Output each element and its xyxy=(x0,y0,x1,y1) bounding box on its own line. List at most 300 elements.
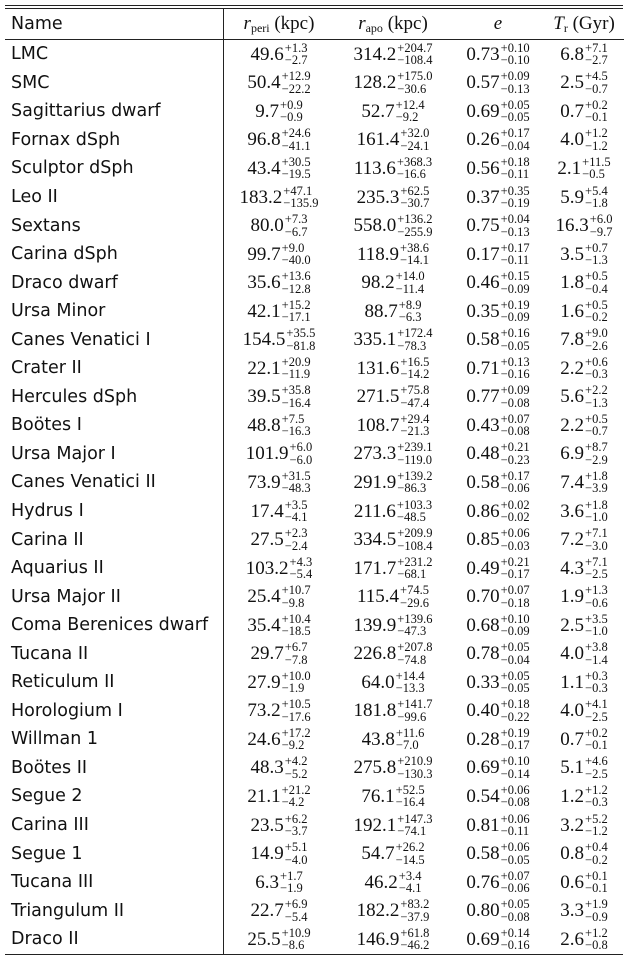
error-bounds xyxy=(501,584,530,609)
upper-error: +0.13 xyxy=(500,354,530,369)
table-row xyxy=(5,325,624,354)
lower-error: −37.9 xyxy=(400,909,430,924)
central-value: 1.1 xyxy=(560,671,585,693)
upper-error: +368.3 xyxy=(396,154,433,169)
upper-error: +11.6 xyxy=(395,725,425,740)
error-bounds xyxy=(397,327,432,352)
central-value: 2.1 xyxy=(557,157,582,179)
lower-error: −1.9 xyxy=(281,681,305,696)
lower-error: −81.8 xyxy=(286,338,316,353)
object-name: Triangulum II xyxy=(5,896,224,925)
upper-error: +10.5 xyxy=(281,697,311,712)
lower-error: −5.4 xyxy=(289,567,313,582)
r-peri-value xyxy=(224,754,335,783)
lower-error: −29.6 xyxy=(400,595,429,610)
lower-error: −2.5 xyxy=(585,709,608,724)
central-value: 43.4 xyxy=(247,157,281,179)
lower-error: −0.06 xyxy=(500,481,530,496)
table-row xyxy=(5,468,624,497)
lower-error: −0.3 xyxy=(585,367,608,382)
error-bounds xyxy=(397,613,432,638)
lower-error: −119.0 xyxy=(397,452,432,467)
upper-error: +7.1 xyxy=(585,526,608,541)
error-bounds xyxy=(286,327,315,352)
central-value: 0.85 xyxy=(466,529,500,551)
central-value: 25.4 xyxy=(247,586,281,608)
table-row xyxy=(5,497,624,526)
error-bounds xyxy=(282,413,311,438)
eccentricity-value xyxy=(452,440,544,469)
central-value: 3.2 xyxy=(560,814,585,836)
lower-error: −11.4 xyxy=(395,281,425,296)
object-name: Reticulum II xyxy=(5,668,224,697)
error-bounds xyxy=(501,127,530,152)
eccentricity-value xyxy=(452,896,544,925)
r-peri-value xyxy=(224,868,335,897)
eccentricity-value xyxy=(452,582,544,611)
upper-error: +0.1 xyxy=(585,868,608,883)
central-value: 14.9 xyxy=(250,843,284,865)
upper-error: +0.06 xyxy=(500,840,530,855)
table-row xyxy=(5,925,624,954)
central-value: 48.8 xyxy=(247,414,281,436)
lower-error: −4.2 xyxy=(281,795,305,810)
central-value: 211.6 xyxy=(353,500,396,522)
upper-error: +6.0 xyxy=(289,440,313,455)
error-bounds xyxy=(396,270,425,295)
upper-error: +9.0 xyxy=(585,326,608,341)
r-peri-value xyxy=(224,639,335,668)
error-bounds xyxy=(585,70,608,95)
r-apo-value xyxy=(334,697,452,726)
r-apo-value xyxy=(334,668,452,697)
upper-error: +8.7 xyxy=(585,440,608,455)
central-value: 1.2 xyxy=(560,785,585,807)
error-bounds xyxy=(501,242,530,267)
object-name: Tucana II xyxy=(5,639,224,668)
lower-error: −8.6 xyxy=(281,938,305,953)
central-value: 46.2 xyxy=(364,871,398,893)
upper-error: +0.6 xyxy=(585,354,608,369)
upper-error: +0.14 xyxy=(500,925,530,940)
table-row xyxy=(5,211,624,240)
lower-error: −21.3 xyxy=(400,424,430,439)
central-value: 0.56 xyxy=(466,157,500,179)
t-r-value xyxy=(544,240,624,269)
error-bounds xyxy=(283,185,318,210)
error-bounds xyxy=(285,42,308,67)
upper-error: +5.1 xyxy=(284,840,308,855)
t-r-value xyxy=(544,811,624,840)
eccentricity-value xyxy=(452,497,544,526)
central-value: 39.5 xyxy=(247,386,281,408)
object-name: Horologium I xyxy=(5,697,224,726)
central-value: 101.9 xyxy=(245,443,289,465)
t-r-value xyxy=(544,725,624,754)
error-bounds xyxy=(501,299,530,324)
upper-error: +0.17 xyxy=(500,468,530,483)
eccentricity-value xyxy=(452,154,544,183)
lower-error: −99.6 xyxy=(397,709,427,724)
t-r-value xyxy=(544,354,624,383)
upper-error: +3.5 xyxy=(284,497,308,512)
upper-error: +31.5 xyxy=(281,468,311,483)
lower-error: −9.7 xyxy=(589,224,613,239)
upper-error: +0.05 xyxy=(500,640,530,655)
lower-error: −2.5 xyxy=(585,567,608,582)
upper-error: +0.17 xyxy=(500,240,530,255)
lower-error: −2.4 xyxy=(284,538,308,553)
upper-error: +0.21 xyxy=(500,554,530,569)
upper-error: +10.4 xyxy=(281,611,311,626)
upper-error: +1.3 xyxy=(284,40,308,55)
upper-error: +207.8 xyxy=(397,640,433,655)
upper-error: +0.18 xyxy=(500,697,530,712)
lower-error: −108.4 xyxy=(397,53,433,68)
central-value: 183.2 xyxy=(239,186,283,208)
central-value: 7.8 xyxy=(560,329,585,351)
error-bounds xyxy=(501,813,530,838)
lower-error: −18.5 xyxy=(281,624,311,639)
upper-error: +2.2 xyxy=(585,383,608,398)
object-name: Crater II xyxy=(5,354,224,383)
lower-error: −40.0 xyxy=(281,253,311,268)
error-bounds xyxy=(397,156,432,181)
error-bounds xyxy=(501,470,530,495)
error-bounds xyxy=(397,698,432,723)
lower-error: −1.3 xyxy=(585,253,608,268)
r-apo-value xyxy=(334,639,452,668)
central-value: 0.80 xyxy=(466,900,500,922)
error-bounds xyxy=(282,270,311,295)
central-value: 9.7 xyxy=(255,100,280,122)
lower-error: −0.13 xyxy=(500,224,530,239)
upper-error: +16.5 xyxy=(400,354,430,369)
central-value: 1.6 xyxy=(560,300,585,322)
table-row xyxy=(5,297,624,326)
lower-error: −0.05 xyxy=(500,681,530,696)
lower-error: −11.9 xyxy=(281,367,311,382)
central-value: 0.8 xyxy=(560,843,585,865)
central-value: 21.1 xyxy=(247,785,281,807)
t-r-value xyxy=(544,154,624,183)
central-value: 334.5 xyxy=(353,529,397,551)
t-r-value xyxy=(544,782,624,811)
central-value: 35.6 xyxy=(247,272,281,294)
central-value: 80.0 xyxy=(250,215,284,237)
lower-error: −24.1 xyxy=(400,138,430,153)
lower-error: −0.22 xyxy=(500,709,530,724)
eccentricity-value xyxy=(452,868,544,897)
r-peri-value xyxy=(224,126,335,155)
upper-error: +5.2 xyxy=(585,811,608,826)
error-bounds xyxy=(282,613,311,638)
r-peri-value xyxy=(224,440,335,469)
table-row xyxy=(5,554,624,583)
lower-error: −14.5 xyxy=(395,852,425,867)
header-eccentricity: e xyxy=(452,9,544,40)
eccentricity-value xyxy=(452,240,544,269)
central-value: 52.7 xyxy=(361,100,395,122)
r-apo-value xyxy=(334,725,452,754)
t-r-value xyxy=(544,525,624,554)
central-value: 73.9 xyxy=(247,471,281,493)
upper-error: +4.6 xyxy=(585,754,608,769)
error-bounds xyxy=(400,413,429,438)
lower-error: −6.3 xyxy=(398,310,422,325)
r-peri-value xyxy=(224,383,335,412)
lower-error: −74.1 xyxy=(397,824,427,839)
lower-error: −0.09 xyxy=(500,310,530,325)
lower-error: −17.1 xyxy=(281,310,311,325)
t-r-value xyxy=(544,754,624,783)
error-bounds xyxy=(501,927,530,952)
table-row xyxy=(5,126,624,155)
error-bounds xyxy=(397,641,432,666)
eccentricity-value xyxy=(452,325,544,354)
lower-error: −12.8 xyxy=(281,281,311,296)
upper-error: +4.5 xyxy=(585,69,608,84)
error-bounds xyxy=(396,784,425,809)
error-bounds xyxy=(501,870,530,895)
lower-error: −0.16 xyxy=(500,367,530,382)
error-bounds xyxy=(501,755,530,780)
table-row xyxy=(5,440,624,469)
eccentricity-value xyxy=(452,211,544,240)
upper-error: +7.5 xyxy=(281,411,305,426)
eccentricity-value xyxy=(452,697,544,726)
t-r-value xyxy=(544,697,624,726)
central-value: 0.17 xyxy=(466,243,500,265)
central-value: 335.1 xyxy=(353,329,397,351)
upper-error: +30.5 xyxy=(281,154,311,169)
error-bounds xyxy=(282,356,311,381)
lower-error: −0.02 xyxy=(500,510,530,525)
lower-error: −0.3 xyxy=(585,795,608,810)
lower-error: −0.9 xyxy=(585,909,608,924)
error-bounds xyxy=(501,784,530,809)
central-value: 3.5 xyxy=(560,243,585,265)
error-bounds xyxy=(285,898,308,923)
error-bounds xyxy=(282,584,311,609)
upper-error: +239.1 xyxy=(397,440,433,455)
upper-error: +0.06 xyxy=(500,526,530,541)
error-bounds xyxy=(400,584,429,609)
central-value: 4.0 xyxy=(560,129,585,151)
central-value: 76.1 xyxy=(361,785,395,807)
error-bounds xyxy=(285,527,308,552)
central-value: 5.6 xyxy=(560,386,585,408)
upper-error: +3.5 xyxy=(585,611,608,626)
lower-error: −0.08 xyxy=(500,395,530,410)
error-bounds xyxy=(400,384,429,409)
upper-error: +13.6 xyxy=(281,269,311,284)
lower-error: −9.2 xyxy=(281,738,305,753)
r-peri-value xyxy=(224,40,335,69)
upper-error: +10.0 xyxy=(281,668,311,683)
central-value: 2.5 xyxy=(560,614,585,636)
t-r-value xyxy=(544,868,624,897)
t-r-value xyxy=(544,183,624,212)
error-bounds xyxy=(396,727,424,752)
bottom-rule xyxy=(5,954,623,955)
central-value: 0.6 xyxy=(560,871,585,893)
central-value: 0.26 xyxy=(466,129,500,151)
lower-error: −41.1 xyxy=(281,138,311,153)
error-bounds xyxy=(501,898,530,923)
orbital-parameters-table-container xyxy=(5,5,623,955)
central-value: 96.8 xyxy=(247,129,281,151)
error-bounds xyxy=(399,299,422,324)
eccentricity-value xyxy=(452,69,544,98)
table-row xyxy=(5,183,624,212)
central-value: 0.81 xyxy=(466,814,500,836)
upper-error: +15.2 xyxy=(281,297,311,312)
lower-error: −9.2 xyxy=(395,110,419,125)
t-r-value xyxy=(544,97,624,126)
error-bounds xyxy=(285,213,308,238)
error-bounds xyxy=(285,641,308,666)
r-apo-value xyxy=(334,69,452,98)
eccentricity-value xyxy=(452,668,544,697)
error-bounds xyxy=(501,156,530,181)
object-name: Carina II xyxy=(5,525,224,554)
lower-error: −13.3 xyxy=(395,681,425,696)
upper-error: +7.1 xyxy=(585,554,608,569)
upper-error: +62.5 xyxy=(400,183,430,198)
central-value: 0.69 xyxy=(466,100,500,122)
t-r-value xyxy=(544,668,624,697)
upper-error: +4.3 xyxy=(289,554,313,569)
central-value: 0.58 xyxy=(466,471,500,493)
upper-error: +0.7 xyxy=(585,240,608,255)
error-bounds xyxy=(501,670,530,695)
t-r-value xyxy=(544,40,624,69)
error-bounds xyxy=(585,185,608,210)
error-bounds xyxy=(585,784,608,809)
lower-error: −48.3 xyxy=(281,481,311,496)
lower-error: −0.19 xyxy=(500,196,530,210)
error-bounds xyxy=(585,470,608,495)
upper-error: +139.6 xyxy=(397,611,433,626)
error-bounds xyxy=(282,70,311,95)
lower-error: −0.06 xyxy=(500,881,530,896)
object-name: Sextans xyxy=(5,211,224,240)
central-value: 7.4 xyxy=(560,471,585,493)
error-bounds xyxy=(501,413,530,438)
eccentricity-value xyxy=(452,383,544,412)
upper-error: +61.8 xyxy=(400,925,430,940)
upper-error: +141.7 xyxy=(397,697,433,712)
central-value: 0.70 xyxy=(466,586,500,608)
eccentricity-value xyxy=(452,639,544,668)
upper-error: +0.04 xyxy=(500,212,530,227)
lower-error: −0.03 xyxy=(500,538,530,553)
upper-error: +83.2 xyxy=(400,897,430,912)
error-bounds xyxy=(282,927,311,952)
upper-error: +139.2 xyxy=(397,468,433,483)
central-value: 73.2 xyxy=(247,700,281,722)
central-value: 108.7 xyxy=(356,414,400,436)
r-apo-value xyxy=(334,525,452,554)
upper-error: +0.09 xyxy=(500,383,530,398)
central-value: 17.4 xyxy=(250,500,284,522)
upper-error: +136.2 xyxy=(397,212,433,227)
central-value: 161.4 xyxy=(356,129,400,151)
object-name: Hercules dSph xyxy=(5,383,224,412)
error-bounds xyxy=(400,356,429,381)
header-row xyxy=(5,9,624,40)
header-r-peri: rperi (kpc) xyxy=(224,9,335,40)
error-bounds xyxy=(397,441,432,466)
header-name: Name xyxy=(5,9,224,40)
upper-error: +1.8 xyxy=(585,468,608,483)
upper-error: +11.5 xyxy=(582,154,611,169)
lower-error: −0.08 xyxy=(500,795,530,810)
r-peri-value xyxy=(224,554,335,583)
upper-error: +210.9 xyxy=(397,754,433,769)
error-bounds xyxy=(585,755,608,780)
upper-error: +38.6 xyxy=(400,240,429,255)
eccentricity-value xyxy=(452,839,544,868)
header-t-r: Tr (Gyr) xyxy=(544,9,624,40)
lower-error: −0.1 xyxy=(585,738,608,753)
object-name: Tucana III xyxy=(5,868,224,897)
upper-error: +0.05 xyxy=(500,97,530,112)
lower-error: −1.4 xyxy=(585,652,608,667)
r-apo-value xyxy=(334,868,452,897)
upper-error: +0.06 xyxy=(500,782,530,797)
central-value: 226.8 xyxy=(353,643,397,665)
central-value: 6.9 xyxy=(560,443,585,465)
error-bounds xyxy=(397,42,432,67)
central-value: 0.49 xyxy=(466,557,500,579)
central-value: 50.4 xyxy=(247,72,281,94)
upper-error: +0.21 xyxy=(500,440,530,455)
central-value: 275.8 xyxy=(353,757,397,779)
upper-error: +103.3 xyxy=(396,497,433,512)
central-value: 0.33 xyxy=(466,671,500,693)
table-row xyxy=(5,811,624,840)
central-value: 0.57 xyxy=(466,72,500,94)
central-value: 0.69 xyxy=(466,928,500,950)
upper-error: +0.10 xyxy=(500,40,530,55)
error-bounds xyxy=(282,384,311,409)
error-bounds xyxy=(590,213,613,238)
lower-error: −1.3 xyxy=(585,395,608,410)
central-value: 49.6 xyxy=(250,43,284,65)
central-value: 192.1 xyxy=(353,814,397,836)
r-peri-value xyxy=(224,697,335,726)
lower-error: −1.0 xyxy=(585,624,608,639)
r-peri-value xyxy=(224,497,335,526)
central-value: 29.7 xyxy=(250,643,284,665)
error-bounds xyxy=(282,470,311,495)
lower-error: −0.4 xyxy=(585,281,608,296)
error-bounds xyxy=(501,327,530,352)
r-peri-value xyxy=(224,611,335,640)
upper-error: +35.8 xyxy=(281,383,311,398)
lower-error: −14.1 xyxy=(400,253,429,268)
central-value: 0.77 xyxy=(466,386,500,408)
central-value: 42.1 xyxy=(247,300,281,322)
lower-error: −0.11 xyxy=(500,167,530,182)
error-bounds xyxy=(397,527,432,552)
central-value: 103.2 xyxy=(245,557,289,579)
t-r-value xyxy=(544,582,624,611)
upper-error: +0.07 xyxy=(500,583,530,598)
object-name: SMC xyxy=(5,69,224,98)
